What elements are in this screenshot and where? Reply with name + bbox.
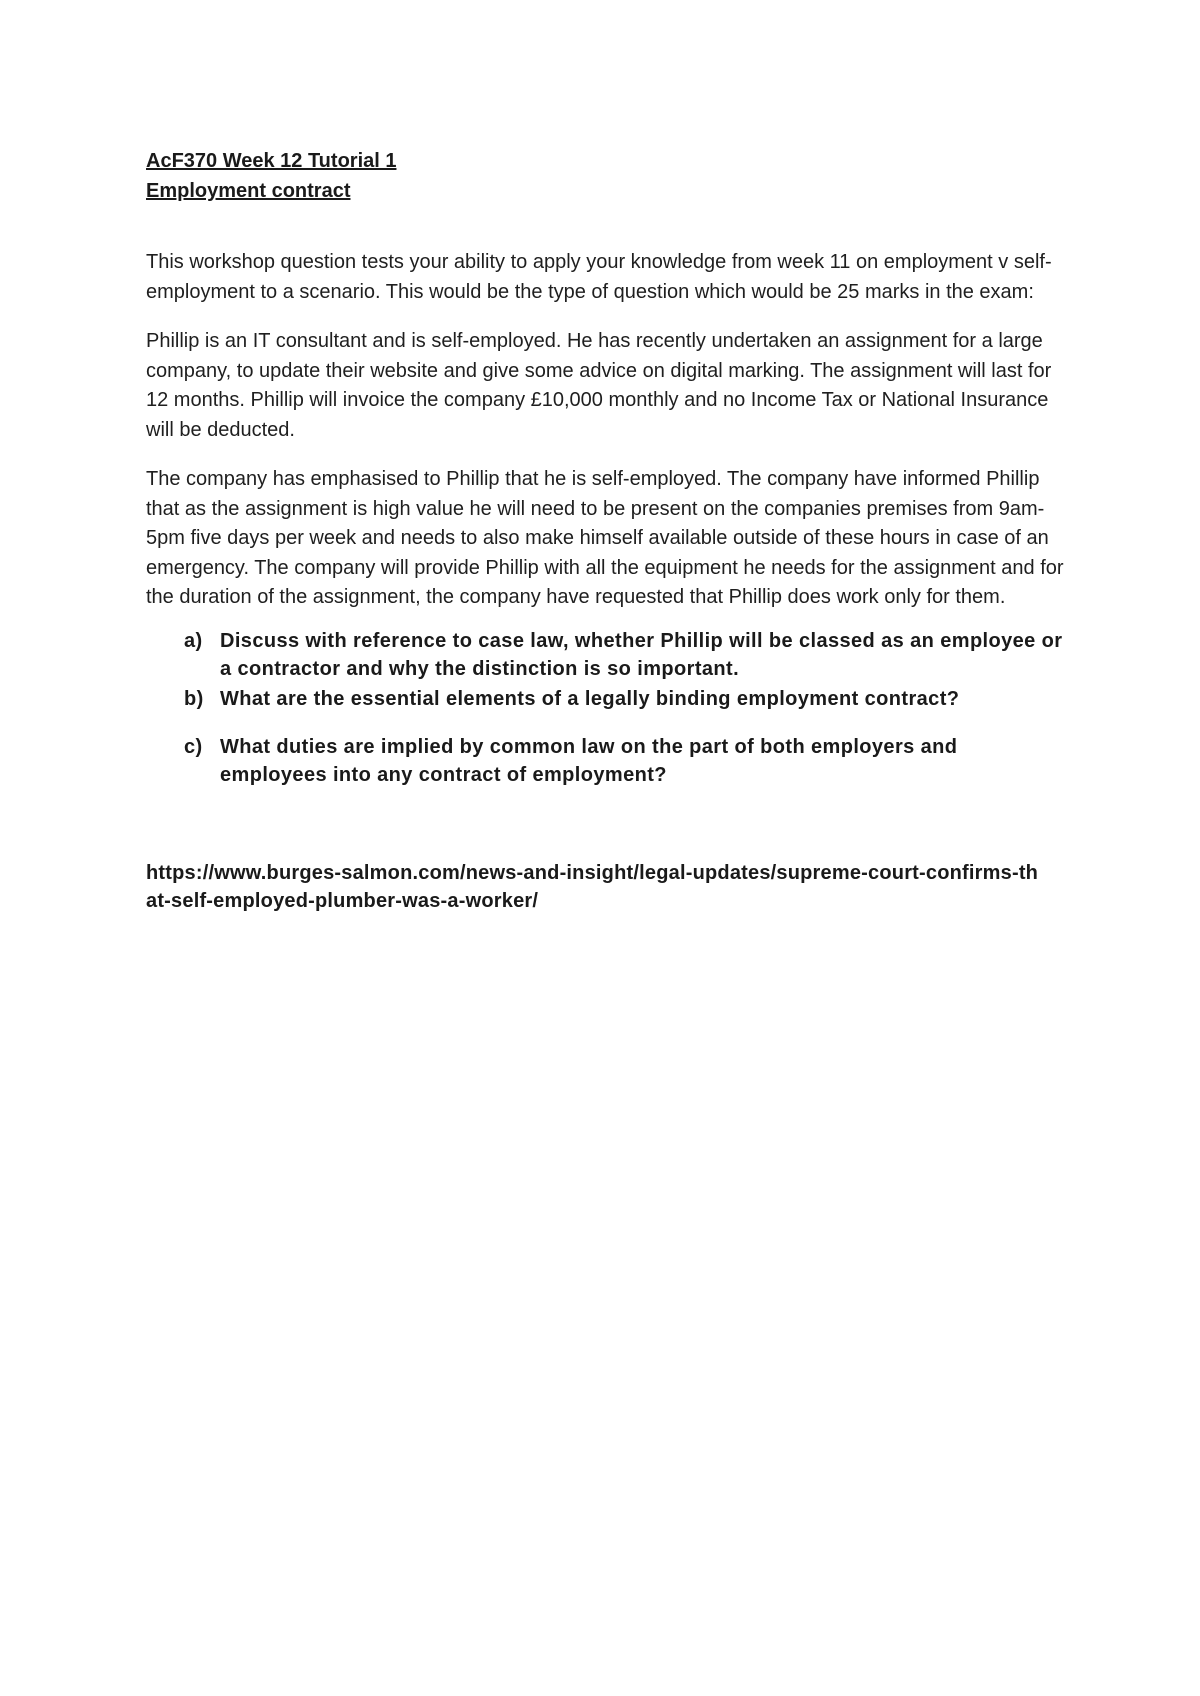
scenario-paragraph: Phillip is an IT consultant and is self-employed. He has recently undertaken an assignment for a large company, to update their website and give some advice on digital marking. The assignment will last for 12 months. Phillip will invoice the company £10,000 monthly and no Income Tax or National Insurance will be deducted. bbox=[146, 330, 1052, 441]
question-letter: b) bbox=[184, 687, 204, 710]
reference-link[interactable]: https://www.burges-salmon.com/news-and-insight/legal-updates/supreme-court-confirms-that-self-employed-plumber-was-a-worker/ bbox=[146, 861, 1039, 912]
question-letter: c) bbox=[184, 735, 203, 758]
question-list bbox=[146, 627, 1066, 789]
document-content bbox=[146, 146, 1066, 915]
document-title: AcF370 Week 12 Tutorial 1 bbox=[146, 150, 397, 172]
document-subtitle: Employment contract bbox=[146, 180, 351, 202]
intro-paragraph: This workshop question tests your ability to apply your knowledge from week 11 on employment v self-employment to a scenario. This would be the type of question which would be 25 marks in the exam: bbox=[146, 251, 1052, 303]
question-item bbox=[146, 733, 1066, 789]
question-text: What are the essential elements of a legally binding employment contract? bbox=[220, 687, 960, 710]
scenario-details-paragraph: The company has emphasised to Phillip that he is self-employed. The company have informed Phillip that as the assignment is high value he will need to be present on the companies premises from 9am-5pm five days per week and needs to also make himself available outside of these hours in case of an emergency. The company will provide Phillip with all the equipment he needs for the assignment and for the duration of the assignment, the company have requested that Phillip does work only for them. bbox=[146, 468, 1064, 608]
question-text: Discuss with reference to case law, whether Phillip will be classed as an employee or a contractor and why the distinction is so important. bbox=[220, 629, 1063, 680]
question-letter: a) bbox=[184, 629, 203, 652]
question-item bbox=[146, 627, 1066, 683]
question-text: What duties are implied by common law on the part of both employers and employees into any contract of employment? bbox=[220, 735, 958, 786]
question-item bbox=[146, 685, 1066, 713]
